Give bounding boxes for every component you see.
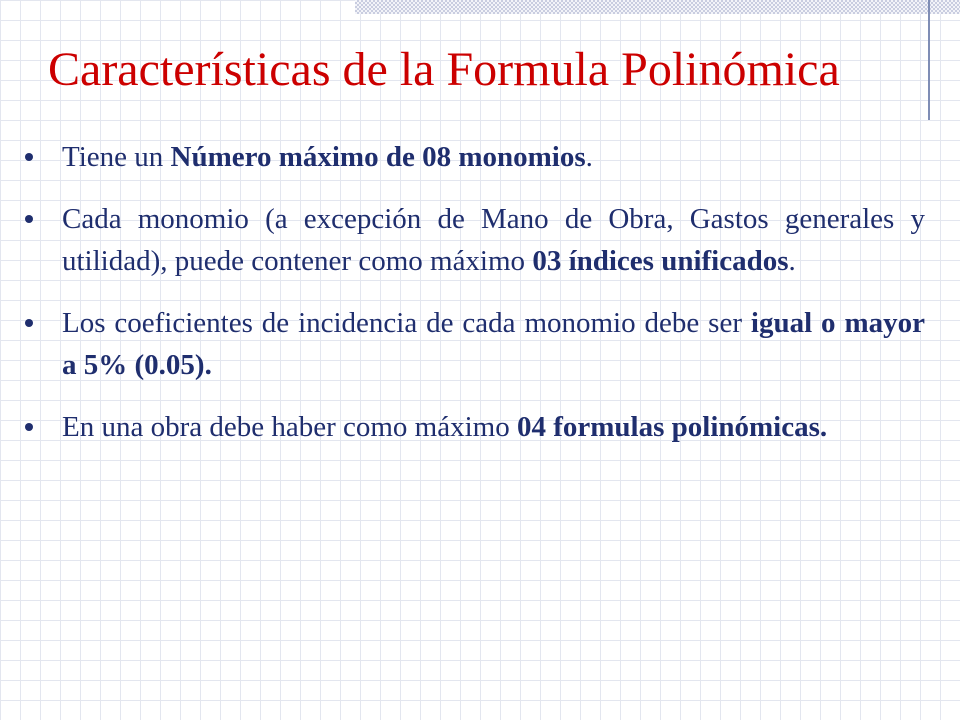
text-run-bold: Número máximo de 08 monomios	[170, 141, 586, 173]
text-run: En una obra debe haber como máximo	[62, 411, 517, 443]
text-run: .	[788, 245, 796, 277]
bullet-item	[25, 136, 925, 178]
bullet-text	[62, 411, 827, 443]
text-run-bold: igual o mayor a 5% (0.05).	[62, 307, 925, 381]
bullet-item	[25, 406, 925, 448]
decorative-vertical-line	[928, 0, 930, 120]
text-run-bold: 04 formulas polinómicas.	[516, 411, 828, 443]
bullet-dot-icon	[25, 319, 33, 327]
text-run: Cada monomio (a excepción de Mano de Obra, Gastos generales y utilidad), puede contener como máximo	[62, 203, 925, 277]
decorative-top-band	[355, 0, 960, 14]
text-run-bold: 03 índices unificados	[532, 245, 789, 277]
text-run: Tiene un	[62, 141, 171, 173]
slide-title: Características de la Formula Polinómica	[48, 43, 840, 96]
text-run: Los coeficientes de incidencia de cada monomio debe ser	[62, 307, 751, 339]
bullet-text	[62, 141, 593, 173]
bullet-item	[25, 198, 925, 282]
bullet-dot-icon	[25, 153, 33, 161]
bullet-text	[62, 307, 925, 381]
bullet-dot-icon	[25, 423, 33, 431]
bullet-item	[25, 302, 925, 386]
bullet-dot-icon	[25, 215, 33, 223]
text-run: .	[585, 141, 593, 173]
bullet-text	[62, 203, 925, 277]
bullet-list	[25, 136, 925, 468]
